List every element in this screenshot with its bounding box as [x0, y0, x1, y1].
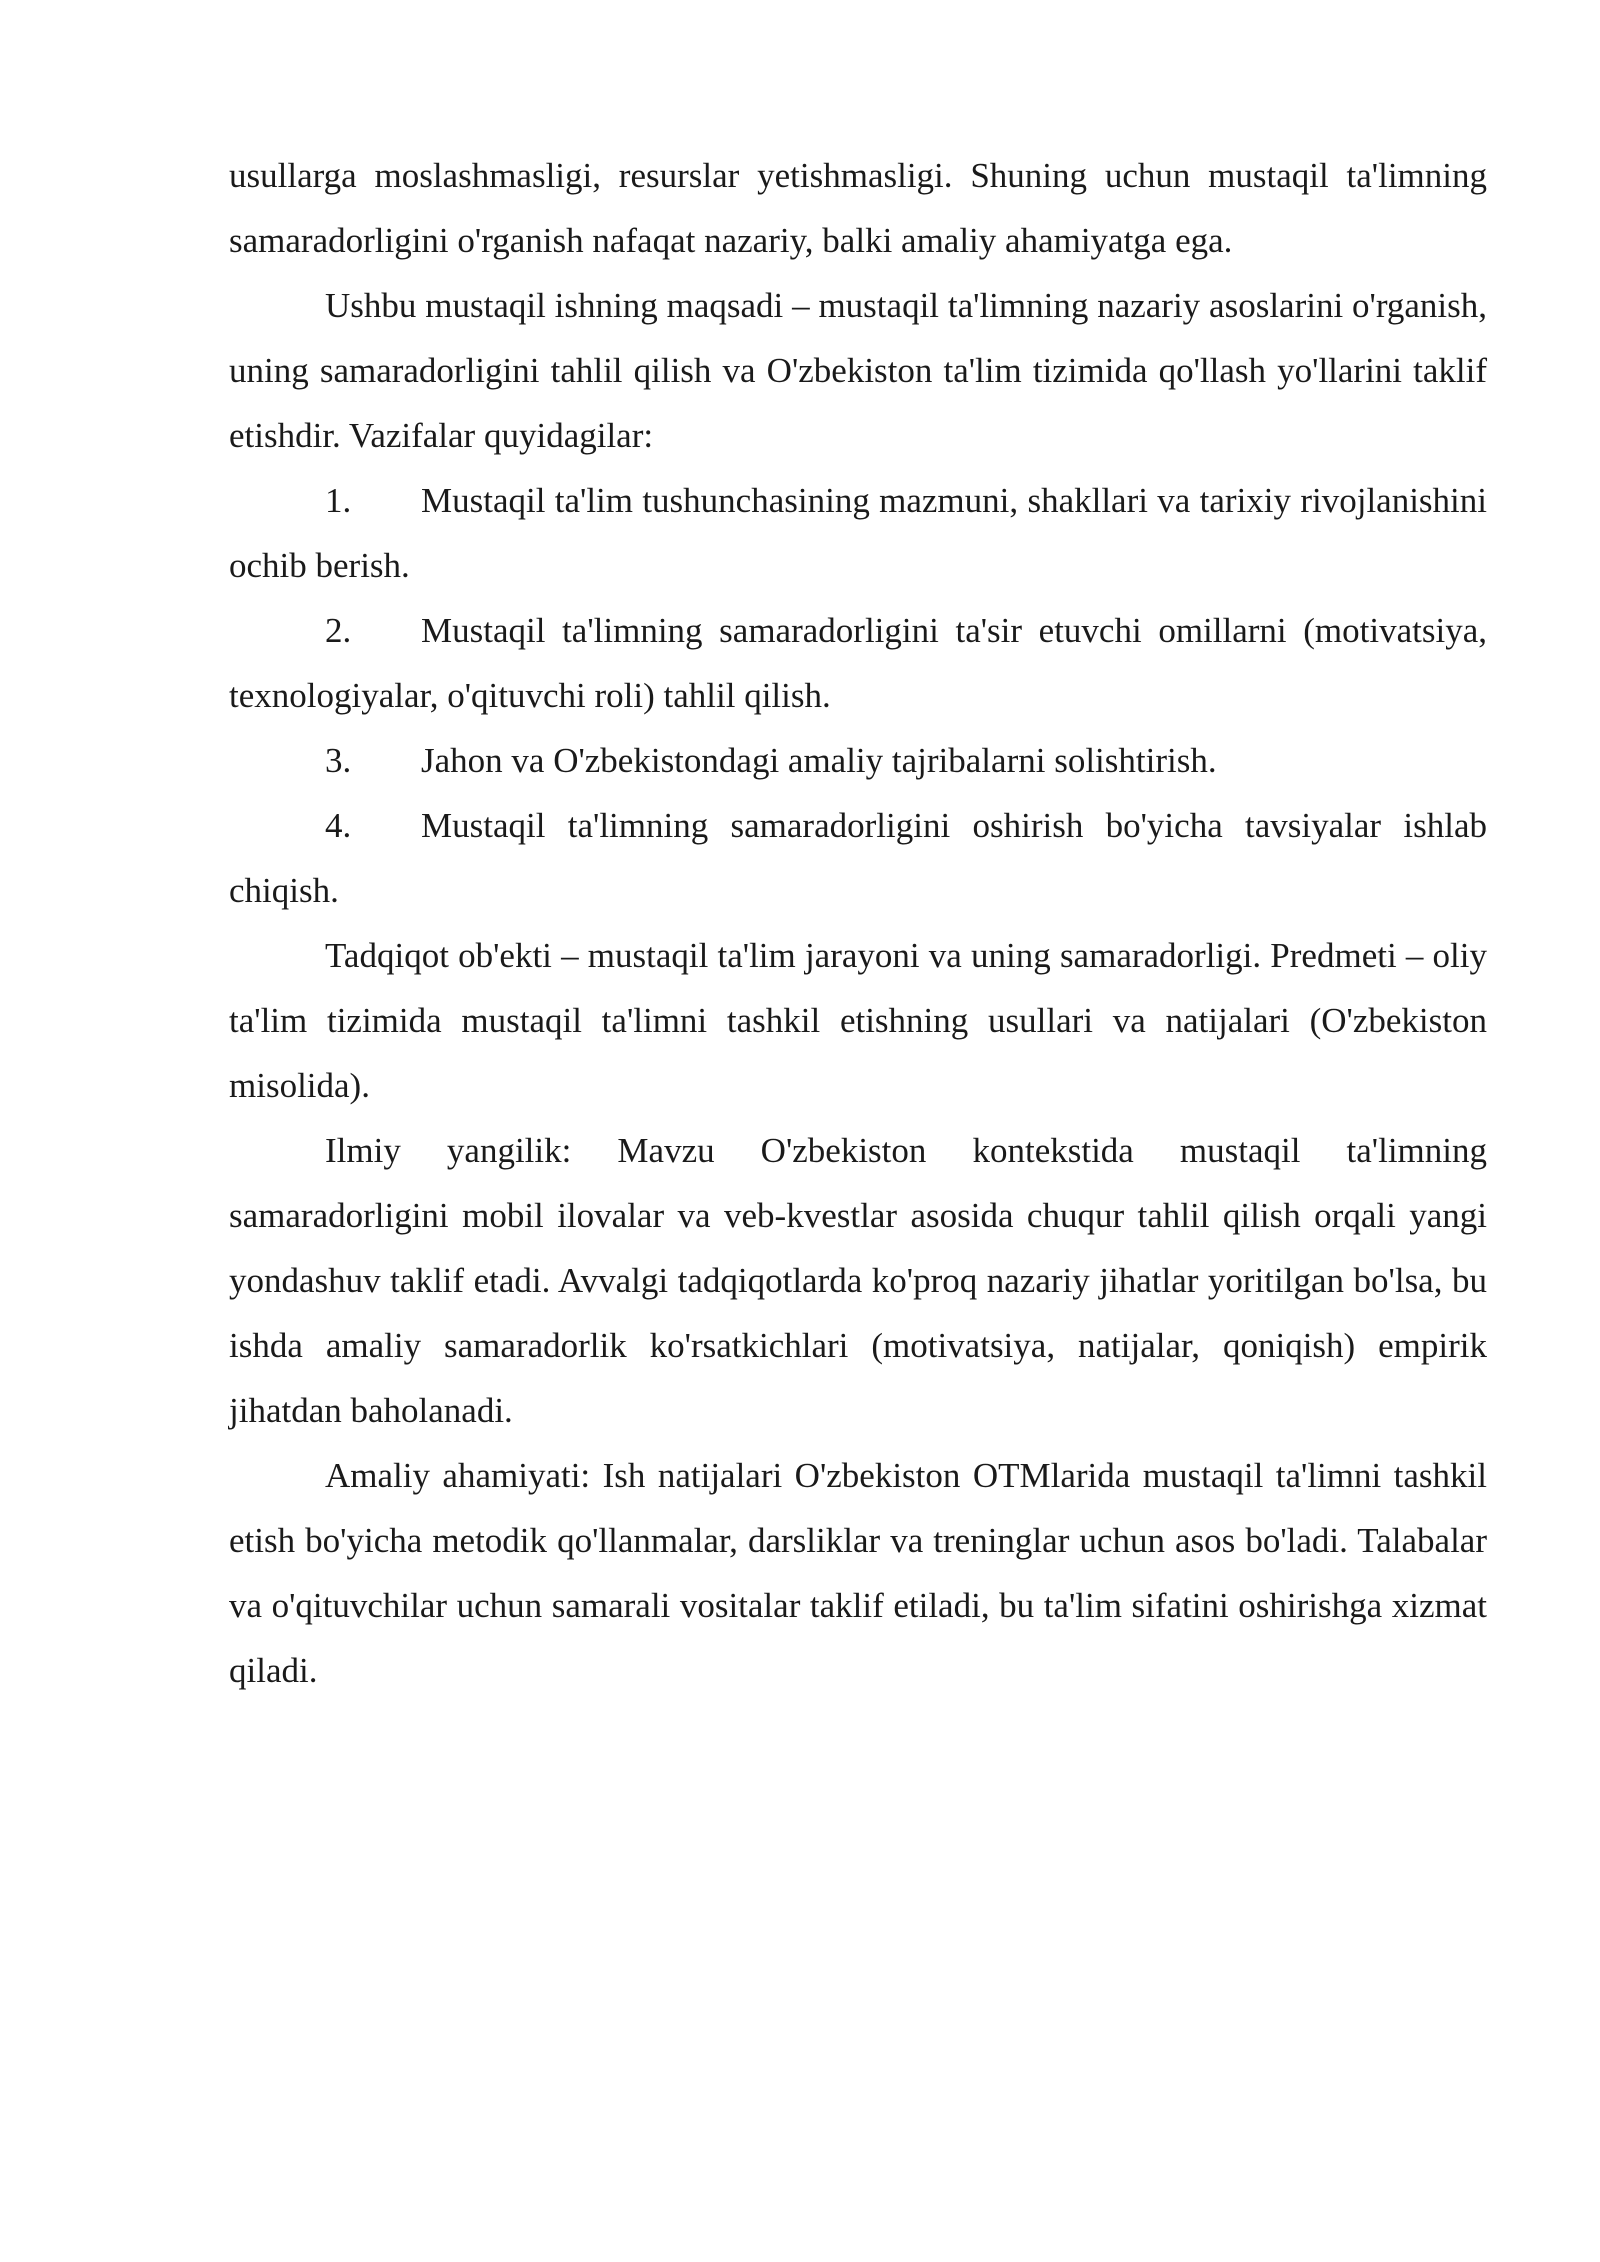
- paragraph-scientific-novelty: Ilmiy yangilik: Mavzu O'zbekiston kontekstida mustaqil ta'limning samaradorligini mobil ilovalar va veb-kvestlar asosida chuqur tahlil qilish orqali yangi yondashuv taklif etadi. Avvalgi tadqiqotlarda ko'proq nazariy jihatlar yoritilgan bo'lsa, bu ishda amaliy samaradorlik ko'rsatkichlari (motivatsiya, natijalar, qoniqish) empirik jihatdan baholanadi.: [229, 1131, 1487, 1430]
- task-number: 4.: [325, 806, 352, 845]
- task-list-item-3: [229, 728, 1487, 793]
- task-text: Mustaqil ta'limning samaradorligini ta'sir etuvchi omillarni (motivatsiya, texnologiyalar, o'qituvchi roli) tahlil qilish.: [229, 611, 1487, 715]
- paragraph-aim: Ushbu mustaqil ishning maqsadi – mustaqil ta'limning nazariy asoslarini o'rganish, uning samaradorligini tahlil qilish va O'zbekiston ta'lim tizimida qo'llash yo'llarini taklif etishdir. Vazifalar quyidagilar:: [229, 286, 1487, 455]
- task-number: 3.: [325, 741, 352, 780]
- document-body: [229, 143, 1487, 1703]
- task-number: 1.: [325, 481, 352, 520]
- task-list-item-1: [229, 468, 1487, 598]
- paragraph-continuation: usullarga moslashmasligi, resurslar yetishmasligi. Shuning uchun mustaqil ta'limning samaradorligini o'rganish nafaqat nazariy, balki amaliy ahamiyatga ega.: [229, 156, 1487, 260]
- task-text: Mustaqil ta'lim tushunchasining mazmuni, shakllari va tarixiy rivojlanishini ochib berish.: [229, 481, 1487, 585]
- task-list-item-4: [229, 793, 1487, 923]
- task-text: Jahon va O'zbekistondagi amaliy tajribalarni solishtirish.: [421, 741, 1217, 780]
- task-text: Mustaqil ta'limning samaradorligini oshirish bo'yicha tavsiyalar ishlab chiqish.: [229, 806, 1487, 910]
- task-number: 2.: [325, 611, 352, 650]
- paragraph-research-object: Tadqiqot ob'ekti – mustaqil ta'lim jarayoni va uning samaradorligi. Predmeti – oliy ta'lim tizimida mustaqil ta'limni tashkil etishning usullari va natijalari (O'zbekiston misolida).: [229, 936, 1487, 1105]
- paragraph-practical-significance: Amaliy ahamiyati: Ish natijalari O'zbekiston OTMlarida mustaqil ta'limni tashkil etish bo'yicha metodik qo'llanmalar, darsliklar va treninglar uchun asos bo'ladi. Talabalar va o'qituvchilar uchun samarali vositalar taklif etiladi, bu ta'lim sifatini oshirishga xizmat qiladi.: [229, 1456, 1487, 1690]
- task-list-item-2: [229, 598, 1487, 728]
